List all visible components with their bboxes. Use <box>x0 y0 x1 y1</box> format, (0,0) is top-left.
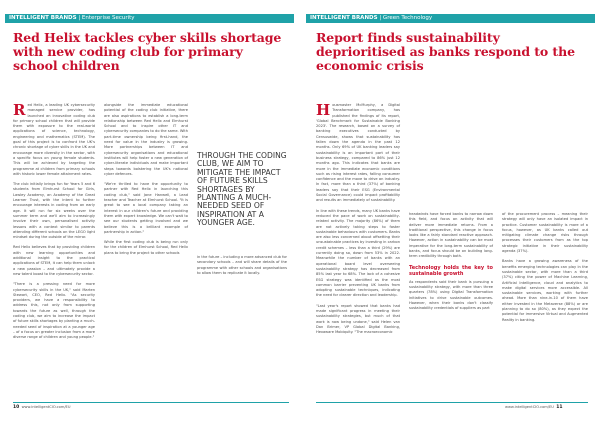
brand-label: INTELLIGENT BRANDS <box>310 15 378 21</box>
article-column-1 <box>13 103 95 345</box>
article-column-1 <box>316 103 400 340</box>
footer-left <box>13 405 70 410</box>
pull-quote: THROUGH THE CODING CLUB, WE AIM TO MITIGATE THE IMPACT OF FUTURE SKILLS SHORTAGES BY PLANTING A MUCH-NEEDED SEED OF INSPIRATION AT A YOUNGER AGE. <box>197 151 287 228</box>
article-column-3 <box>197 255 287 281</box>
section-bar-right <box>306 14 595 23</box>
paragraph: Red Helix believes that by providing children with new learning opportunities and additional insight to the practical applications of STEM, it can help them unlock a new passion – and ultimately provide a new talent boost to the cybersecurity sector. <box>13 245 95 276</box>
article-headline-left: Red Helix tackles cyber skills shortage with new coding club for primary school children <box>13 30 282 73</box>
drop-cap: H <box>316 101 331 119</box>
paragraph: The club initially brings fun for Years 5 and 6 students from Elmhurst School for Girls, Lawley Academy, an Academy of the Great Learner Trust, with the intent to further encourage interests in coding from an early age. It will run for six weeks over the summer term and we'll aim to increasingly involve their own, personalised activity lessons with a context similar to parents attending different schools on the LEGO light mindset during the outside of the mirror. <box>13 182 95 240</box>
paragraph: "We're thrilled to have the opportunity to partner with Red Helix in launching this coding club," said Jane Hanwell, a Lead teacher and Teacher at Elmhurst School. "It is great to see a local company taking an interest in our children's future and providing them with expert knowledge. We can't wait to see our students getting involved and we believe this is a brilliant example of partnership in action." <box>104 182 188 234</box>
article-column-2 <box>104 103 188 261</box>
page-number: 10 <box>13 405 20 410</box>
paragraph: As respondents said their bank is pursuing a sustainability strategy, with more than three quarters (78%) using Digital Transformation initiatives to drive sustainable outcomes. However, when their banks don't classify sustainability credentials of suppliers as part <box>409 279 493 311</box>
footer-rule-left <box>13 402 289 403</box>
article-headline-right: Report finds sustainability deprioritised as banks respond to the economic crisis <box>316 30 575 73</box>
paragraph: of the procurement process – meaning their strategy will only have an isolated impact in practice. Customer sustainability is more of a focus, however, as UK banks called out mitigating climate change risks through processes their customers from as the top strategic initiative in their sustainability agenda (37%). <box>502 212 588 254</box>
section-bar-left <box>5 14 294 23</box>
article-column-2 <box>409 212 493 316</box>
article-column-3 <box>502 212 588 328</box>
paragraph: alongside the immediate educational potential of the coding club initiative, there are also aspirations to establish a long-term relationship between Red Helix and Elmhurst School and to inspire other IT and cybersecurity companies to do the same. With part-time ownership being first-hand, the need for value in the industry is growing. More partnerships between IT and cybersecurity organisations and educational institutes will help foster a new generation of cyber-literate individuals and make important steps towards bolstering the UK's national cyber defences. <box>104 103 188 176</box>
footer-rule-right <box>316 402 588 403</box>
section-label: | Green Technology <box>377 15 433 21</box>
footer-right <box>505 405 562 410</box>
footer-url[interactable]: www.intelligentCIO.com/EU <box>21 405 71 409</box>
paragraph: Banks have a growing awareness of the benefits emerging technologies can play in the sustainable sector, with more than a third (37%) citing the power of Machine Learning, Artificial Intelligence, cloud and analytics to make digital services more accessible. All sustainable services, working with further ahead. More than nine-in-10 of them have either invested in the Metaverse (88%) or are planning to do so (80%), as they expect the potential for immersive Virtual and Augmented Reality in banking. <box>502 259 588 322</box>
paragraph: headwinds have forced banks to narrow down this field, and focus on activity that will deliver more immediate returns. From a traditional perspective, this change in focus looks like a fairly standard reactive approach. However, action in sustainability can be most imperative for the long-term sustainability of banks, and focus should be on building long-term credibility through both. <box>409 212 493 259</box>
brand-label: INTELLIGENT BRANDS <box>9 15 77 21</box>
paragraph: "There is a pressing need for more cybersecurity skills in the UK," said Marten Stewart, CEO, Red Helix. "As security providers, we have a responsibility to address this, not only from supporting towards the future as well, through the coding club, we aim to increase the impact of future skills shortages by planting a much-needed seed of inspiration at a younger age – of a focus on greater inclusion from a more diverse range of children and young people." <box>13 282 95 340</box>
drop-cap: R <box>13 101 26 119</box>
paragraph: Housmaster McMurphy, a Digital Transformation company, has published the findings of its report, 'Global Benchmark for Sustainable Banking 2023'. The research, based on a survey of banking executives conducted by Censuswide, shows that sustainability has fallen down the agenda in the past 12 months. Only 69% of UK banking leaders say sustainability is an important part of their business strategy, compared to 86% just 12 months ago. This indicates that banks are more in the immediate economic conditions such as rising interest rates, falling consumer confidence and the move to drive an industry. In fact, more than a third (37%) of banking leaders say that their ESG (Environmental Social Governance) could impact profitability and results an immediately of sustainability. <box>316 101 400 203</box>
page-number: 11 <box>556 405 563 410</box>
footer-url[interactable]: www.intelligentCIO.com/EU <box>505 405 554 409</box>
paragraph: While the first coding club is being run only for the children of Elmhurst School, Red Helix plans to bring the project to other schools <box>104 240 188 255</box>
paragraph: in the future – including a more advanced club for secondary schools – and will share details of the programme with other schools and organisations to allow them to replicate it locally. <box>197 255 288 275</box>
paragraph: Red Helix, a leading UK cybersecurity managed service provider, has launched an innovative coding club for primary school children that will provide them with exposure to the real-world applications of science, technology, engineering and mathematics (STEM). The goal of this project is to confront the UK's chronic shortage of cyber skills in the UK and encourage more diversity in the sector, with a specific focus on young female students. This will be achieved by targeting the programme at children from primary schools with historic lower female attainment rates. <box>13 101 95 176</box>
subheading: Technology holds the key to sustainable growth <box>409 264 493 277</box>
paragraph: In line with these trends, many UK banks have reduced the pace of work on sustainability-related activity. The majority (86%) of them are not actively taking steps to foster sustainable behaviours with customers. Banks are also less concerned about offsetting their unsustainable practices by investing in carbon credit schemes – less than a third (29%) are currently doing so, down from 53% in 2022. Meanwhile the number of banks with an operational board level overseeing sustainability strategy has decreased from 85% last year to 68%. The lack of a cohesive ESG strategy was identified as the most common barrier preventing UK banks from adopting sustainable techniques, indicating the need for clearer direction and leadership. <box>316 208 400 298</box>
paragraph: "Last year's report showed that banks had made significant progress in meeting their sustainability strategies, but much of that work is now being undone," said Helen van Dan Brimer, VP Global Digital Banking, Hexaware Mobiquity. "The macroeconomic <box>316 303 400 335</box>
section-label: | Enterprise Security <box>76 15 135 21</box>
